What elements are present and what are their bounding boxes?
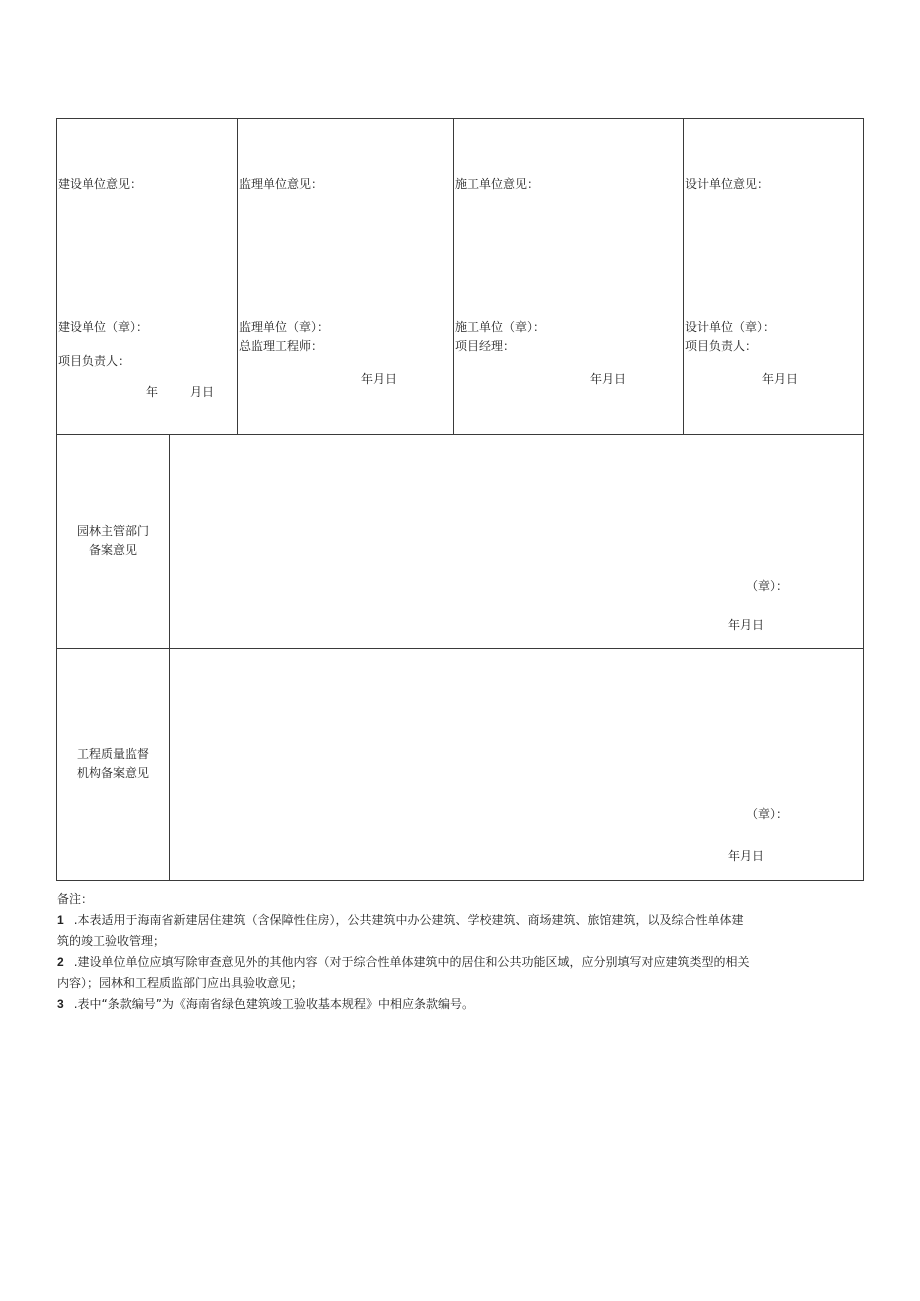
note-number: 1 [57, 913, 64, 927]
construction-unit-date-monthday: 月日 [190, 385, 215, 399]
construction-unit-seal-label: 建设单位（章）： [58, 320, 149, 334]
row-label-divider [169, 434, 170, 649]
construction-unit-person-label: 项目负责人： [58, 354, 131, 368]
garden-dept-label [57, 522, 169, 560]
supervision-unit-seal-label: 监理单位（章）： [239, 320, 330, 334]
contractor-unit-opinion-label: 施工单位意见： [455, 177, 540, 191]
quality-agency-label-line1: 工程质量监督 [76, 747, 149, 761]
quality-date: 年月日 [728, 849, 765, 863]
opinion-table-top [56, 118, 864, 435]
notes-title: 备注： [57, 892, 94, 906]
note-item [57, 952, 869, 973]
garden-seal-label: （章）： [746, 579, 789, 593]
note-item [57, 910, 869, 931]
note-number: 3 [57, 997, 64, 1011]
note-text-continuation: 内容）；园林和工程质监部门应出具验收意见； [57, 976, 304, 990]
quality-agency-label-line2: 机构备案意见 [76, 766, 149, 780]
contractor-unit-person-label: 项目经理： [455, 339, 516, 353]
design-unit-opinion-label: 设计单位意见： [685, 177, 770, 191]
note-text: .建设单位单位应填写除审查意见外的其他内容（对于综合性单体建筑中的居住和公共功能区域，应分别填写对应建筑类型的相关 [73, 955, 750, 969]
supervision-unit-person-label: 总监理工程师： [239, 339, 324, 353]
supervision-unit-opinion-label: 监理单位意见： [239, 177, 324, 191]
note-text-continuation: 筑的竣工验收管理； [57, 934, 166, 948]
contractor-unit-seal-label: 施工单位（章）： [455, 320, 546, 334]
note-number: 2 [57, 955, 64, 969]
supervision-unit-date: 年月日 [361, 372, 398, 386]
design-unit-date: 年月日 [762, 372, 799, 386]
note-text: .本表适用于海南省新建居住建筑（含保障性住房），公共建筑中办公建筑、学校建筑、商场建筑、旅馆建筑，以及综合性单体建 [73, 913, 744, 927]
note-item [57, 994, 869, 1015]
contractor-unit-date: 年月日 [590, 372, 627, 386]
column-divider [237, 118, 238, 435]
design-unit-seal-label: 设计单位（章）： [685, 320, 776, 334]
garden-dept-label-line1: 园林主管部门 [76, 524, 149, 538]
construction-unit-opinion-label: 建设单位意见： [58, 177, 143, 191]
quality-agency-label [57, 745, 169, 783]
column-divider [683, 118, 684, 435]
notes-section [57, 889, 869, 1015]
note-text: .表中“条款编号”为《海南省绿色建筑竣工验收基本规程》中相应条款编号。 [73, 997, 474, 1011]
row-label-divider [169, 648, 170, 881]
quality-seal-label: （章）： [746, 807, 789, 821]
design-unit-person-label: 项目负责人： [685, 339, 758, 353]
column-divider [453, 118, 454, 435]
garden-dept-label-line2: 备案意见 [88, 543, 137, 557]
construction-unit-date-year: 年 [146, 385, 159, 399]
garden-date: 年月日 [728, 618, 765, 632]
